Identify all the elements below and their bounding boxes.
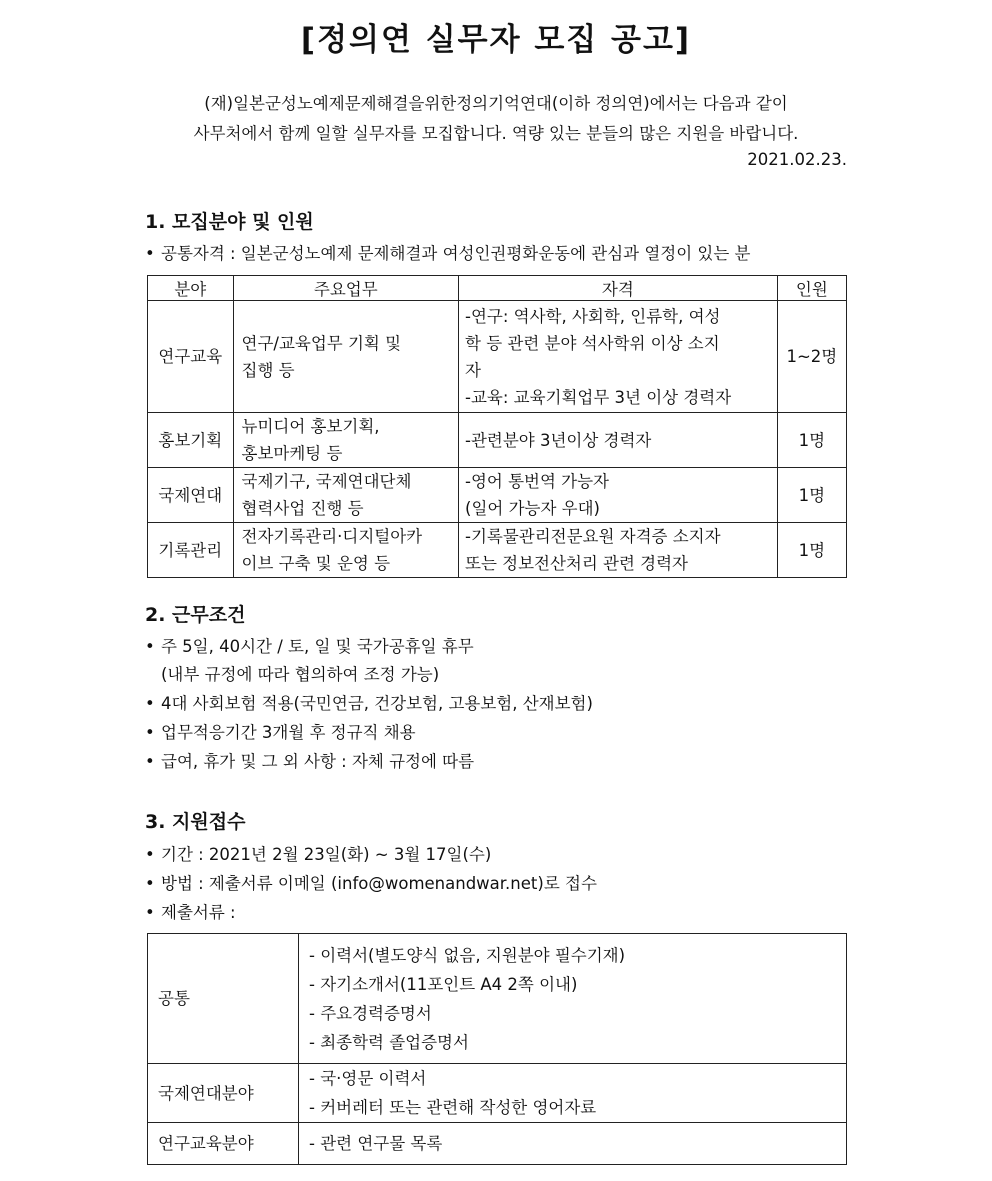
doc-item: - 자기소개서(11포인트 A4 2쪽 이내)	[309, 974, 578, 994]
row-field: 기록관리	[148, 523, 234, 578]
doc-category: 국제연대분야	[148, 1064, 299, 1123]
row-count: 1명	[777, 413, 846, 468]
documents-table	[147, 933, 847, 1165]
page-title: [정의연 실무자 모집 공고]	[300, 22, 692, 58]
header-field: 분야	[148, 276, 234, 301]
doc-category: 연구교육분야	[148, 1123, 299, 1165]
bullet: •	[145, 637, 155, 656]
qual-line: -기록물관리전문요원 자격증 소지자	[465, 527, 721, 546]
bullet: •	[145, 752, 155, 771]
qual-line: 또는 정보전산처리 관련 경력자	[465, 554, 688, 573]
header-qualification: 자격	[459, 276, 778, 301]
bullet: •	[145, 694, 155, 713]
section-2-heading: 2. 근무조건	[145, 604, 246, 626]
table-row	[148, 413, 847, 468]
doc-item: - 관련 연구물 목록	[309, 1134, 443, 1153]
duty-line: 국제기구, 국제연대단체	[241, 472, 412, 491]
duty-line: 홍보마케팅 등	[241, 444, 343, 463]
row-qualification	[459, 523, 778, 578]
condition-item	[145, 748, 474, 772]
row-qualification	[459, 468, 778, 523]
row-count: 1~2명	[777, 301, 846, 413]
application-item	[145, 899, 236, 923]
bullet: •	[145, 723, 155, 742]
qual-line: -연구: 역사학, 사회학, 인류학, 여성	[465, 306, 721, 326]
bullet: •	[145, 874, 155, 893]
table-row	[148, 934, 847, 1064]
row-duty	[233, 523, 459, 578]
table-row	[148, 468, 847, 523]
row-count: 1명	[777, 523, 846, 578]
section-1-heading: 1. 모집분야 및 인원	[145, 211, 314, 233]
table-row	[148, 1123, 847, 1165]
condition-item	[145, 719, 416, 743]
doc-item: - 국·영문 이력서	[309, 1069, 427, 1088]
row-field: 국제연대	[148, 468, 234, 523]
condition-item	[145, 690, 593, 714]
application-text: 제출서류 :	[161, 903, 236, 922]
qual-line: -교육: 교육기획업무 3년 이상 경력자	[465, 387, 732, 407]
qual-line: 자	[465, 360, 481, 380]
doc-list	[299, 1123, 847, 1165]
duty-line: 집행 등	[241, 360, 295, 380]
row-qualification	[459, 413, 778, 468]
doc-category: 공통	[148, 934, 299, 1064]
duty-line: 전자기록관리·디지털아카	[241, 527, 423, 546]
row-field: 홍보기획	[148, 413, 234, 468]
row-qualification	[459, 301, 778, 413]
intro-line-2: 사무처에서 함께 일할 실무자를 모집합니다. 역량 있는 분들의 많은 지원을 바랍니다.	[193, 124, 799, 143]
application-text: 기간 : 2021년 2월 23일(화) ~ 3월 17일(수)	[161, 845, 492, 864]
condition-item-note: (내부 규정에 따라 협의하여 조정 가능)	[161, 665, 440, 684]
bullet: •	[145, 845, 155, 864]
qual-line: -관련분야 3년이상 경력자	[465, 430, 652, 450]
row-duty	[233, 413, 459, 468]
table-row	[148, 301, 847, 413]
header-duty: 주요업무	[233, 276, 459, 301]
table-header-row	[148, 276, 847, 301]
application-item	[145, 841, 491, 865]
duty-line: 뉴미디어 홍보기획,	[241, 417, 380, 436]
table-row	[148, 1064, 847, 1123]
doc-item: - 최종학력 졸업증명서	[309, 1032, 469, 1052]
condition-text: 4대 사회보험 적용(국민연금, 건강보험, 고용보험, 산재보험)	[161, 694, 593, 713]
doc-list	[299, 934, 847, 1064]
announcement-date: 2021.02.23.	[747, 150, 847, 169]
table-row	[148, 523, 847, 578]
duty-line: 이브 구축 및 운영 등	[241, 554, 391, 573]
intro-line-1: (재)일본군성노예제문제해결을위한정의기억연대(이하 정의연)에서는 다음과 같이	[204, 94, 788, 113]
doc-item: - 커버레터 또는 관련해 작성한 영어자료	[309, 1098, 597, 1117]
qual-line: (일어 가능자 우대)	[465, 499, 600, 518]
qual-line: 학 등 관련 분야 석사학위 이상 소지	[465, 333, 720, 353]
doc-item: - 이력서(별도양식 없음, 지원분야 필수기재)	[309, 945, 626, 965]
doc-item: - 주요경력증명서	[309, 1003, 432, 1023]
common-qualification-text: 공통자격 : 일본군성노예제 문제해결과 여성인권평화운동에 관심과 열정이 있는 분	[161, 244, 751, 263]
section-3-heading: 3. 지원접수	[145, 811, 246, 833]
condition-item	[145, 633, 474, 657]
bullet: •	[145, 903, 155, 922]
condition-text: 주 5일, 40시간 / 토, 일 및 국가공휴일 휴무	[161, 637, 474, 656]
row-field: 연구교육	[148, 301, 234, 413]
doc-list	[299, 1064, 847, 1123]
bullet: •	[145, 244, 155, 263]
application-item	[145, 870, 597, 894]
duty-line: 연구/교육업무 기획 및	[241, 333, 402, 353]
recruitment-table	[147, 275, 847, 578]
header-count: 인원	[777, 276, 846, 301]
qual-line: -영어 통번역 가능자	[465, 472, 609, 491]
row-count: 1명	[777, 468, 846, 523]
condition-text: 급여, 휴가 및 그 외 사항 : 자체 규정에 따름	[161, 752, 475, 771]
common-qualification	[145, 240, 750, 264]
row-duty	[233, 468, 459, 523]
application-text: 방법 : 제출서류 이메일 (info@womenandwar.net)로 접수	[161, 874, 597, 893]
duty-line: 협력사업 진행 등	[241, 499, 364, 518]
row-duty	[233, 301, 459, 413]
condition-text: 업무적응기간 3개월 후 정규직 채용	[161, 723, 416, 742]
